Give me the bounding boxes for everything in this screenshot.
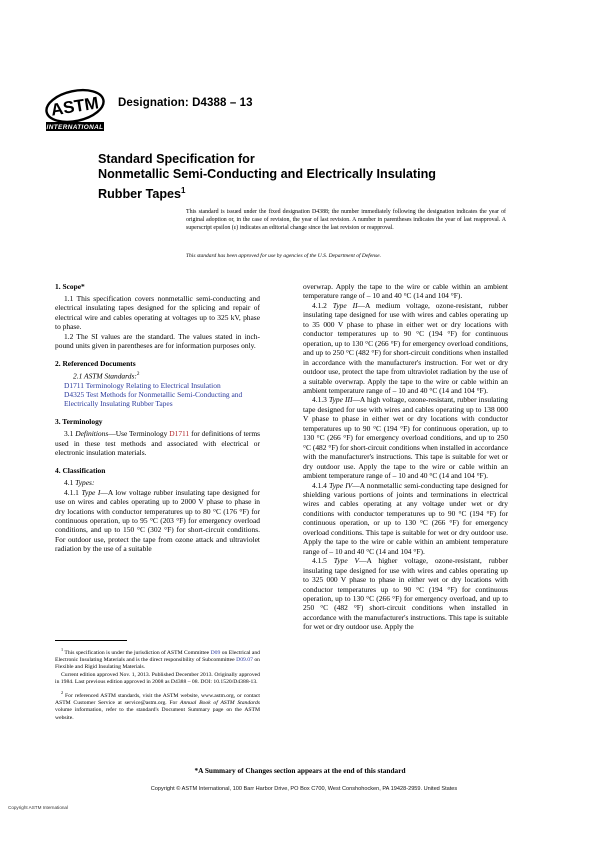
copyright-corner-mark: Copyright ASTM International <box>8 805 69 810</box>
section-heading-terminology: 3. Terminology <box>55 417 103 427</box>
title-line-1: Standard Specification for <box>98 152 255 166</box>
footnote-2: $^2$ For referenced ASTM standards, visit the ASTM website, www.astm.org, or contact ASTM Customer Service at service@astm.org. For Annual Book of ASTM Standards volume information, refer to the standard's Document Summary page on the ASTM website. <box>55 689 260 721</box>
defense-approval-note: This standard has been approved for use by agencies of the U.S. Department of Defense. <box>186 253 381 259</box>
reference-title[interactable]: Test Methods for Nonmetallic Semi-Conducting and Electrically Insulating Rubber Tapes <box>64 390 243 409</box>
reference-id[interactable]: D1711 <box>64 380 84 390</box>
type-1-continuation: overwrap. Apply the tape to the wire or cable within an ambient temperature range of – 10 and 40 °C (14 and 104 °F). <box>303 282 508 301</box>
title-line-3: Rubber Tapes$^1$ <box>98 185 186 201</box>
column-left <box>55 282 260 554</box>
scope-paragraph-1-2: 1.2 The SI values are the standard. The values stated in inch-pound units given in parentheses are for information purposes only. <box>55 331 260 351</box>
terminology-reference-link[interactable]: D1711 <box>169 429 190 439</box>
copyright-notice: Copyright © ASTM International, 100 Barr Harbor Drive, PO Box C700, West Conshohocken, PA 19428-2959. United States <box>150 786 458 792</box>
footnote-1: $^1$ This specification is under the jurisdiction of ASTM Committee D09 on Electrical and Electronic Insulating Materials and is the direct responsibility of Subcommittee D09.07 on Flexible and Rigid Insulating Materials. <box>55 647 260 671</box>
title-footnote-marker: 1 <box>181 185 186 195</box>
committee-link-d09[interactable]: D09 <box>210 649 221 656</box>
classification-type-5: 4.1.5 Type V—A higher voltage, ozone-resistant, rubber insulating tape designed for use with wires and cables operating up to 325 000 V phase to phase in either wet or dry locations with conductor temperatures up to 90 °C (194 °F) for continuous operation, up to 130 °C (266 °F) for emergency overload, and up to 250 °C (482 °F) short-circuit conditions when installed in accordance with the manufacturer's instructions. This tape is suitable for wet or dry outdoor use. Apply the <box>303 556 508 632</box>
terminology-paragraph-3-1: 3.1 Definitions—Use Terminology D1711 for definitions of terms used in these test methods and associated with electrical or electronic insulation materials. <box>55 429 260 458</box>
column-right <box>303 282 508 632</box>
standard-preamble: This standard is issued under the fixed designation D4388; the number immediately following the designation indicates the year of original adoption or, in the case of revision, the year of last revision. A number in parentheses indicates the year of last reapproval. A superscript epsilon (ε) indicates an editorial change since the last revision or reapproval. <box>186 209 506 232</box>
summary-of-changes-note: *A Summary of Changes section appears at the end of this standard <box>194 766 406 775</box>
ref-footnote-marker: 2 <box>136 370 140 377</box>
footnote-1-edition: Current edition approved Nov. 1, 2013. Published December 2013. Originally approved in 1984. Last previous edition approved in 2008 as D4388 – 08. DOI: 10.1520/D4388-13. <box>55 671 260 686</box>
reference-title[interactable]: Terminology Relating to Electrical Insulation <box>85 380 221 390</box>
astm-international-logo <box>44 88 106 134</box>
page-title <box>98 152 498 202</box>
footnote-block <box>55 646 260 722</box>
referenced-standards-subheading: 2.1 ASTM Standards:$^2$ <box>73 370 140 381</box>
footnote-separator-rule <box>55 640 127 641</box>
reference-link-d1711[interactable] <box>55 381 260 390</box>
designation-label: Designation: D4388 – 13 <box>118 97 253 109</box>
section-heading-referenced-documents: 2. Referenced Documents <box>55 359 136 369</box>
classification-type-2: 4.1.2 Type II—A medium voltage, ozone-resistant, rubber insulating tape designed for use with wires and cables operating up to 35 000 V phase to phase in either wet or dry locations with conductor temperatures up to 90 °C (194 °F) for continuous operation, up to 130 °C (266 °F) for emergency overload conditions, and up to 250 °C (482 °F) for short-circuit conditions when installed in accordance with the manufacturer's instruction. For wet or dry outdoor use, protect the tape from ultraviolet radiation by the use of a suitable overwrap. Apply the tape to the wire or cable within an ambient temperature range of – 10 and 40 °C (14 and 104 °F). <box>303 300 508 395</box>
section-heading-classification: 4. Classification <box>55 466 106 476</box>
subcommittee-link-d0907[interactable]: D09.07 <box>236 657 253 664</box>
svg-text:INTERNATIONAL: INTERNATIONAL <box>46 124 104 131</box>
reference-link-d4325[interactable] <box>55 390 260 409</box>
classification-type-4: 4.1.4 Type IV—A nonmetallic semi-conducting tape designed for shielding various portions of joints and terminations in electrical wires and cables operating at any voltage under wet or dry conditions with conductor temperatures up to 90 °C (194 °F) for continuous operation, or up to 130 °C (266 °F) for emergency overload conditions. This tape is suitable for wet or dry outdoor use. Apply the tape to the wire or cable within an ambient temperature range of – 10 and 40 °C (14 and 104 °F). <box>303 480 508 556</box>
title-line-2: Nonmetallic Semi-Conducting and Electrically Insulating <box>98 167 436 182</box>
document-header <box>44 88 556 136</box>
scope-paragraph-1-1: 1.1 This specification covers nonmetallic semi-conducting and electrical insulating tapes designed for the splicing and repair of electrical wire and cables operating at voltages up to 325 kV, phase to phase. <box>55 293 260 332</box>
classification-type-3: 4.1.3 Type III—A high voltage, ozone-resistant, rubber insulating tape designed for use with wires and cables operating up to 138 000 V phase to phase in either wet or dry locations with conductor temperatures up to 90 °C (194 °F) for continuous operation, up to 130 °C (266 °F) for emergency overload conditions, and up to 250 °C (482 °F) for short-circuit conditions when installed in accordance with the manufacturer's instructions. This tape is suitable for wet or dry outdoor use. Apply the tape to the wire or cable within an ambient temperature range of – 10 and 40 °C (14 and 104 °F). <box>303 395 509 481</box>
classification-type-1: 4.1.1 Type I—A low voltage rubber insulating tape designed for use on wires and cables operating up to 2000 V phase to phase in dry locations with conductor temperatures up to 80 °C (176 °F) for continuous operation, up to 95 °C (203 °F) for emergency overload conditions, and up to 150 °C (302 °F) for short-circuit conditions. For outdoor use, protect the tape from ozone attack and ultraviolet radiation by the use of a suitable <box>55 487 260 554</box>
svg-text:ASTM: ASTM <box>49 93 101 120</box>
reference-id[interactable]: D4325 <box>64 390 85 400</box>
classification-types-label: 4.1 Types: <box>64 478 95 488</box>
section-heading-scope: 1. Scope* <box>55 282 85 291</box>
